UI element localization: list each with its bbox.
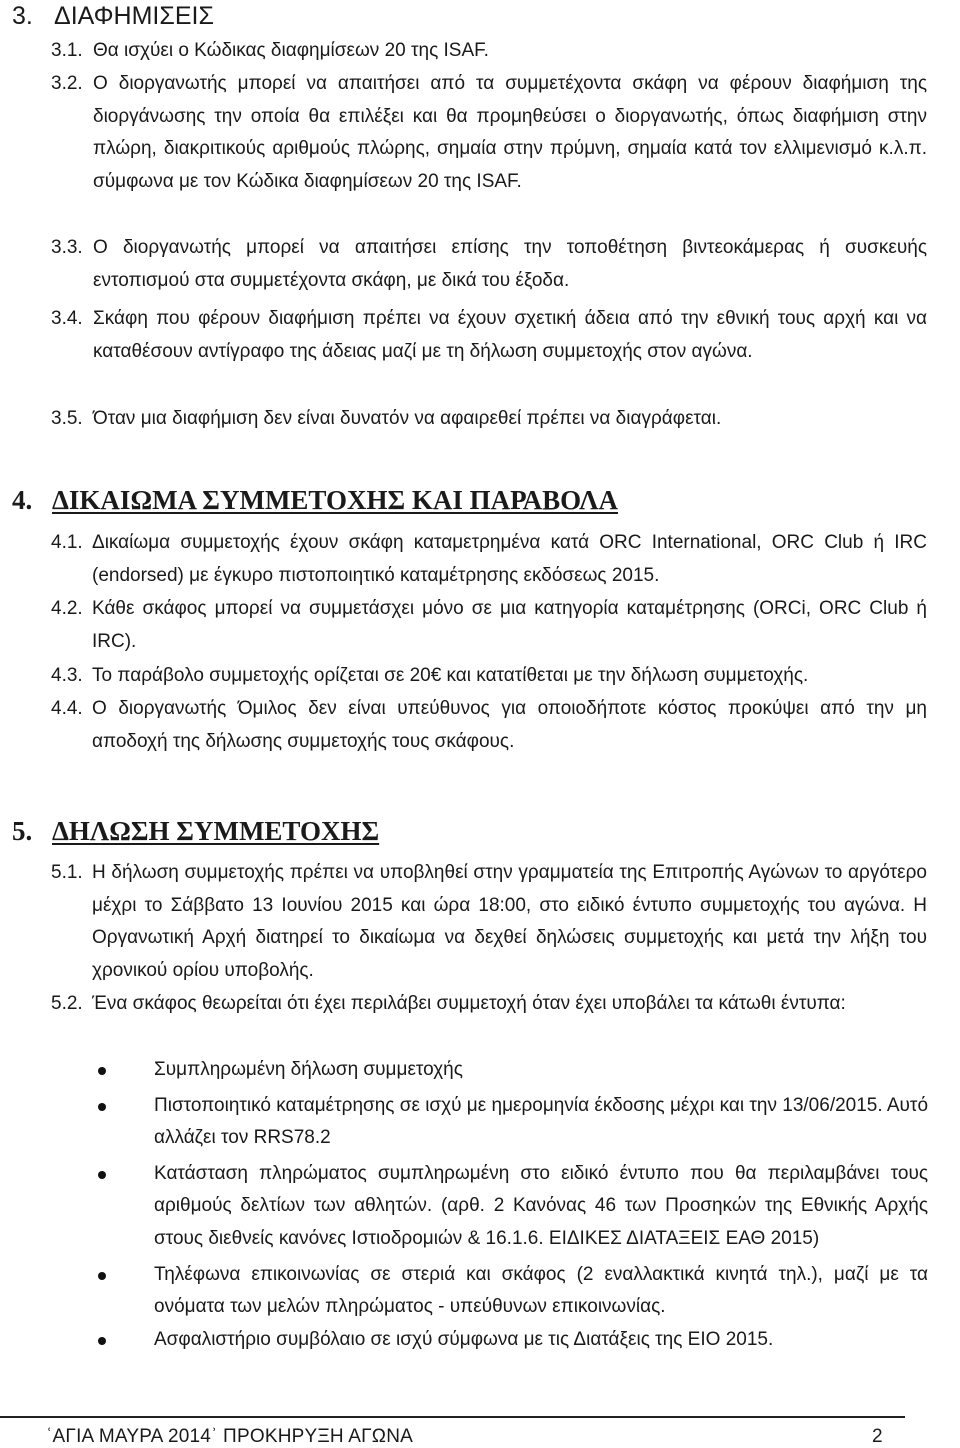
list-item	[92, 1158, 928, 1256]
page-footer	[0, 1416, 960, 1448]
list-item	[92, 1054, 928, 1087]
list-item-text: Τηλέφωνα επικοινωνίας σε στεριά και σκάφος (2 εναλλακτικά κινητά τηλ.), μαζί με τα ονόματα των μελών πληρώματος - υπεύθυνων επικοινωνίας.	[154, 1263, 928, 1318]
bullet-icon	[98, 1171, 106, 1179]
clause-4-3	[51, 660, 927, 693]
list-item	[92, 1090, 928, 1155]
clause-number: 3.3.	[51, 237, 83, 258]
clause-number: 4.3.	[51, 665, 83, 686]
section-3-number: 3.	[12, 2, 33, 30]
clause-number: 5.1.	[51, 862, 83, 883]
clause-text: Το παράβολο συμμετοχής ορίζεται σε 20€ και κατατίθεται με την δήλωση συμμετοχής.	[92, 665, 809, 686]
list-item	[92, 1324, 928, 1357]
clause-text: Η δήλωση συμμετοχής πρέπει να υποβληθεί στην γραμματεία της Επιτροπής Αγώνων το αργότερο μέχρι το Σάββατο 13 Ιουνίου 2015 και ώρα 18:00, στο ειδικό έντυπο συμμετοχής του αγώνα. Η Οργανωτική Αρχή διατηρεί το δικαίωμα να δεχθεί δηλώσεις συμμετοχής και μετά την λήξη του χρονικού ορίου υποβολής.	[92, 862, 927, 981]
clause-number: 3.1.	[51, 40, 83, 61]
clause-3-4	[51, 303, 927, 368]
clause-4-1	[51, 527, 927, 592]
clause-text: Θα ισχύει ο Κώδικας διαφημίσεων 20 της ISAF.	[93, 40, 489, 61]
clause-4-2	[51, 593, 927, 658]
section-4-title: ΔΙΚΑΙΩΜΑ ΣΥΜΜΕΤΟΧΗΣ ΚΑΙ ΠΑΡΑΒΟΛΑ	[52, 485, 619, 515]
bullet-icon	[98, 1272, 106, 1280]
list-item-text: Πιστοποιητικό καταμέτρησης σε ισχύ με ημερομηνία έκδοσης μέχρι και την 13/06/2015. Αυτό αλλάζει τον RRS78.2	[154, 1094, 929, 1149]
clause-text: Ο διοργανωτής μπορεί να απαιτήσει επίσης την τοποθέτηση βιντεοκάμερας ή συσκευής εντοπισμού στα συμμετέχοντα σκάφη, με δικά του έξοδα.	[93, 237, 927, 291]
clause-3-3	[51, 232, 927, 297]
clause-number: 4.4.	[51, 698, 83, 719]
page-number: 2	[872, 1426, 883, 1447]
clause-text: Ένα σκάφος θεωρείται ότι έχει περιλάβει συμμετοχή όταν έχει υποβάλει τα κάτωθι έντυπα:	[92, 993, 846, 1014]
clause-text: Ο διοργανωτής μπορεί να απαιτήσει από τα συμμετέχοντα σκάφη να φέρουν διαφήμιση της διοργάνωσης την οποία θα επιλέξει και θα προμηθεύσει ο διοργανωτής, όπως διαφήμιση στην πλώρη, διακριτικούς αριθμούς πλώρης, σημαία στην πρύμνη, σημαία κατά τον ελλιμενισμό κ.λ.π. σύμφωνα με τον Κώδικα διαφημίσεων 20 της ISAF.	[93, 73, 927, 192]
list-item-text: Κατάσταση πληρώματος συμπληρωμένη στο ειδικό έντυπο που θα περιλαμβάνει τους αριθμούς δελτίων των αθλητών. (αρθ. 2 Κανόνας 46 των Προσηκών της Εθνικής Αρχής στους διεθνείς κανόνες Ιστιοδρομιών & 16.1.6. ΕΙΔΙΚΕΣ ΔΙΑΤΑΞΕΙΣ ΕΑΘ 2015)	[154, 1162, 928, 1249]
clause-text: Όταν μια διαφήμιση δεν είναι δυνατόν να αφαιρεθεί πρέπει να διαγράφεται.	[93, 408, 722, 429]
clause-number: 3.5.	[51, 408, 83, 429]
section-5-heading	[12, 815, 379, 847]
clause-5-1	[51, 857, 927, 987]
footer-divider	[0, 1416, 905, 1418]
section-5-number: 5.	[12, 816, 33, 846]
section-3-heading	[12, 0, 214, 32]
list-item-text: Ασφαλιστήριο συμβόλαιο σε ισχύ σύμφωνα με τις Διατάξεις της ΕΙΟ 2015.	[154, 1328, 774, 1350]
bullet-icon	[98, 1067, 106, 1075]
section-5-title: ΔΗΛΩΣΗ ΣΥΜΜΕΤΟΧΗΣ	[52, 816, 380, 846]
clause-number: 4.2.	[51, 598, 83, 619]
clause-text: Κάθε σκάφος μπορεί να συμμετάσχει μόνο σε μια κατηγορία καταμέτρησης (ORCi, ORC Club ή IRC).	[92, 598, 927, 652]
clause-3-2	[51, 68, 927, 198]
bullet-icon	[98, 1337, 106, 1345]
section-3-title: ΔΙΑΦΗΜΙΣΕΙΣ	[54, 2, 214, 30]
section-4-heading	[12, 484, 618, 516]
section-4-number: 4.	[12, 485, 33, 515]
clause-text: Σκάφη που φέρουν διαφήμιση πρέπει να έχουν σχετική άδεια από την εθνική τους αρχή και να καταθέσουν αντίγραφο της άδειας μαζί με τη δήλωση συμμετοχής στον αγώνα.	[93, 308, 927, 362]
clause-text: Δικαίωμα συμμετοχής έχουν σκάφη καταμετρημένα κατά ORC International, ORC Club ή IRC (endorsed) με έγκυρο πιστοποιητικό καταμέτρησης εκδόσεως 2015.	[92, 532, 927, 586]
list-item-text: Συμπληρωμένη δήλωση συμμετοχής	[154, 1059, 463, 1080]
clause-number: 5.2.	[51, 993, 83, 1014]
required-documents-list	[92, 1054, 928, 1356]
footer-title: ʿΑΓΙΑ ΜΑΥΡΑ 2014ʾ ΠΡΟΚΗΡΥΞΗ ΑΓΩΝΑ	[46, 1426, 413, 1447]
clause-3-5	[51, 403, 927, 436]
clause-5-2	[51, 988, 927, 1021]
clause-text: Ο διοργανωτής Όμιλος δεν είναι υπεύθυνος για οποιοδήποτε κόστος προκύψει από την μη αποδοχή της δήλωσης συμμετοχής τους σκάφους.	[92, 698, 927, 752]
clause-4-4	[51, 693, 927, 758]
clause-number: 4.1.	[51, 532, 83, 553]
clause-3-1	[51, 35, 927, 68]
bullet-icon	[98, 1103, 106, 1111]
clause-number: 3.2.	[51, 73, 83, 94]
clause-number: 3.4.	[51, 308, 83, 329]
list-item	[92, 1259, 928, 1324]
